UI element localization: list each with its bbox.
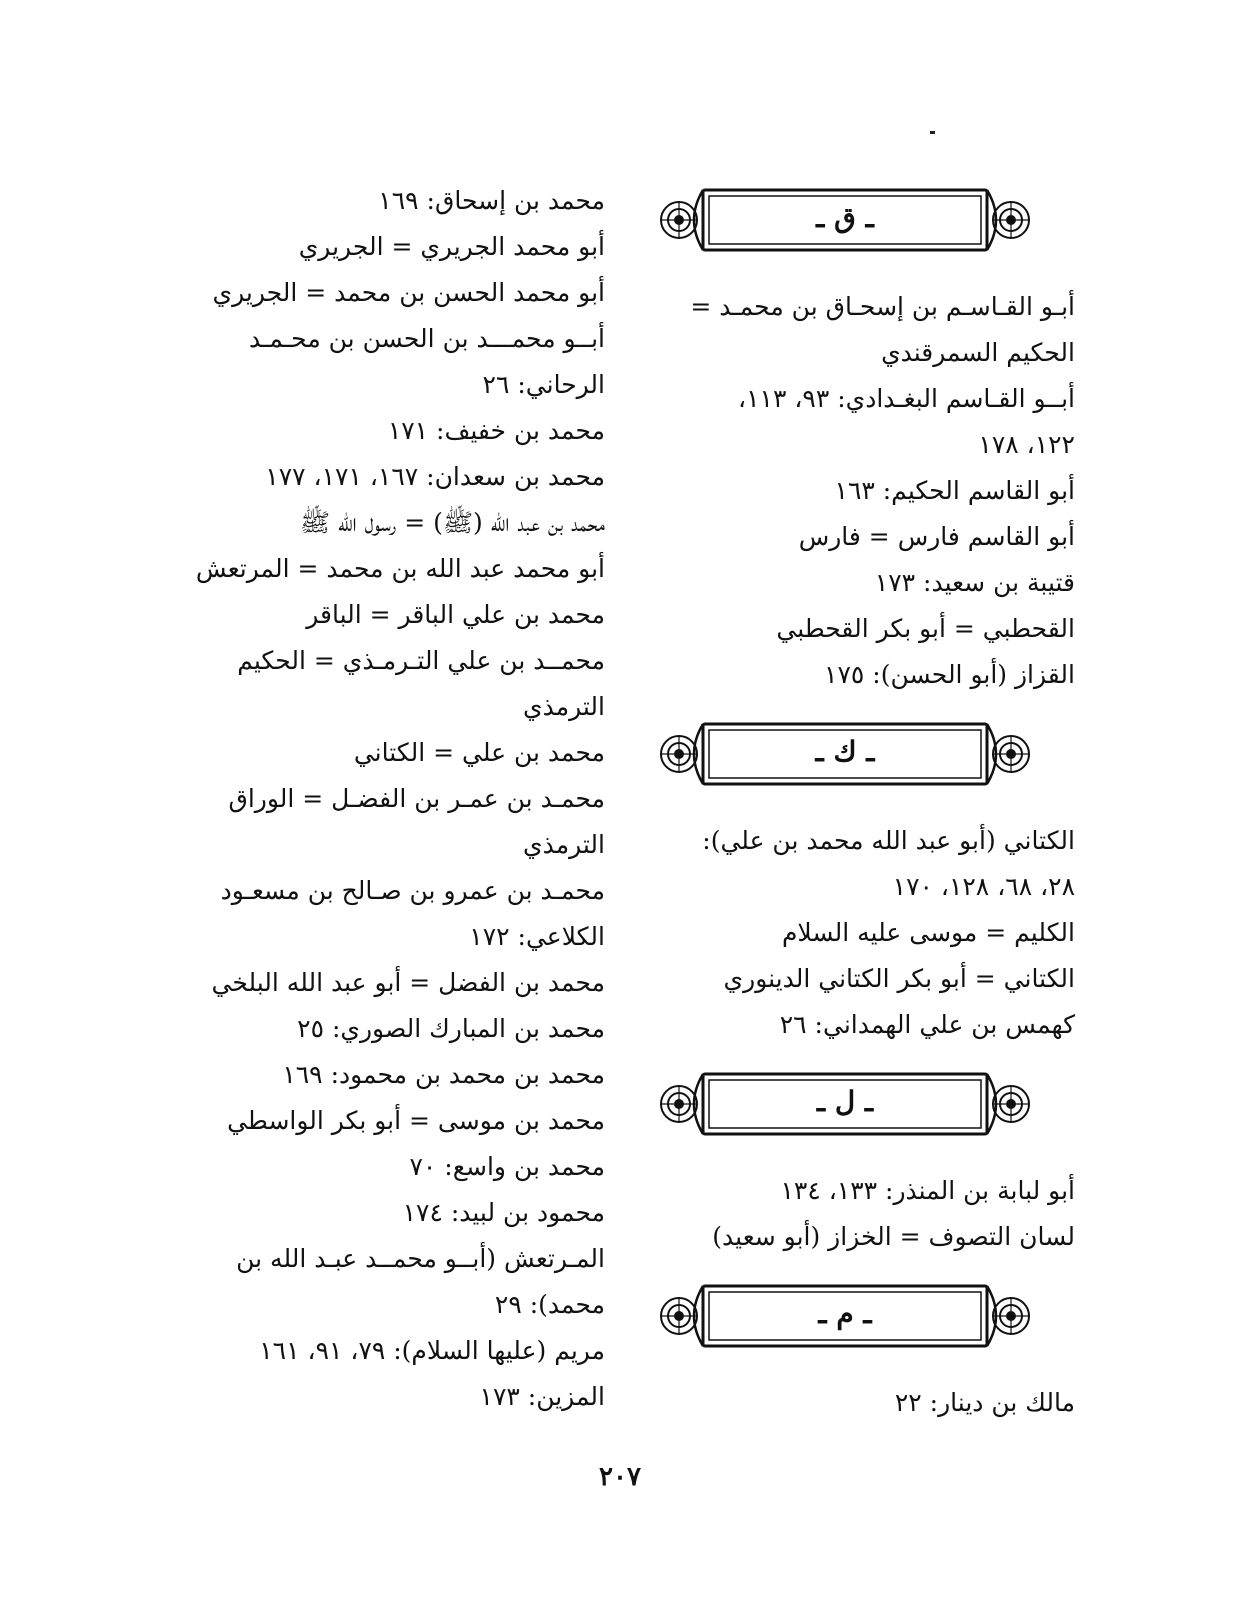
index-entry <box>165 546 605 592</box>
index-entry <box>165 1236 605 1328</box>
index-entry-line: أبو القاسم الحكيم: ١٦٣ <box>834 476 1075 505</box>
index-entry-line: القزاز (أبو الحسن): ١٧٥ <box>824 660 1075 689</box>
index-entry <box>645 1002 1075 1048</box>
index-entry <box>165 1374 605 1420</box>
index-entry <box>165 316 605 408</box>
section-letter: ـ ك ـ <box>815 735 875 768</box>
index-entry <box>645 652 1075 698</box>
index-entry-continuation: ٢٨، ٦٨، ١٢٨، ١٧٠ <box>892 872 1075 901</box>
index-entry-line: لسان التصوف = الخزاز (أبو سعيد) <box>712 1222 1075 1251</box>
index-entry <box>165 1190 605 1236</box>
index-entry-line: أبو محمد الحسن بن محمد = الجريري <box>212 278 605 307</box>
index-entry-line: مالك بن دينار: ٢٢ <box>894 1388 1075 1417</box>
index-entry <box>165 1052 605 1098</box>
print-speck <box>930 131 935 134</box>
index-entry-continuation: الرحاني: ٢٦ <box>482 370 605 399</box>
section-header-banner <box>655 1070 1035 1138</box>
index-column-left <box>165 178 605 1420</box>
index-entry-line: محمد بن عبد الله (ﷺ) = رسول الله ﷺ <box>299 508 605 537</box>
index-entry-line: محمد بن واسع: ٧٠ <box>409 1152 605 1181</box>
index-entry <box>165 270 605 316</box>
index-entry-line: المزين: ١٧٣ <box>479 1382 605 1411</box>
index-entry-line: محمد بن الفضل = أبو عبد الله البلخي <box>211 968 605 997</box>
page-number: ٢٠٧ <box>599 1462 641 1492</box>
index-entry <box>165 1328 605 1374</box>
index-entry <box>165 1144 605 1190</box>
index-entry <box>645 284 1075 376</box>
index-entry-line: مريم (عليها السلام): ٧٩، ٩١، ١٦١ <box>259 1336 605 1365</box>
index-entry <box>165 592 605 638</box>
section-header-banner <box>655 1282 1035 1350</box>
index-entry-line: محمد بن المبارك الصوري: ٢٥ <box>297 1014 605 1043</box>
index-entry <box>165 638 605 730</box>
index-entry-line: أبــو محمـــد بن الحسن بن محـمـد <box>248 324 605 353</box>
index-entry <box>645 956 1075 1002</box>
index-entry-line: محمد بن خفيف: ١٧١ <box>387 416 605 445</box>
index-entry-line: أبو لبابة بن المنذر: ١٣٣، ١٣٤ <box>780 1176 1075 1205</box>
index-entry <box>645 606 1075 652</box>
index-entry-continuation: محمد): ٢٩ <box>494 1290 605 1319</box>
index-entry <box>165 960 605 1006</box>
index-entry-line: محمد بن موسى = أبو بكر الواسطي <box>227 1106 605 1135</box>
index-entry <box>165 776 605 868</box>
index-entry-continuation: الكلاعي: ١٧٢ <box>469 922 605 951</box>
index-entry-continuation: الترمذي <box>523 692 605 721</box>
index-entry-line: محمد بن علي = الكتاني <box>353 738 605 767</box>
index-entry <box>645 1214 1075 1260</box>
index-entry-line: أبـو القـاسـم بن إسحـاق بن محمـد = <box>690 292 1075 321</box>
index-entry-continuation: ١٢٢، ١٧٨ <box>978 430 1075 459</box>
index-entry-continuation: الحكيم السمرقندي <box>881 338 1075 367</box>
index-entry-line: محمـد بن عمـر بن الفضـل = الوراق <box>228 784 605 813</box>
section-letter: ـ ل ـ <box>816 1085 874 1118</box>
index-entry-line: الكليم = موسى عليه السلام <box>781 918 1075 947</box>
index-entry-line: الكتاني = أبو بكر الكتاني الدينوري <box>723 964 1075 993</box>
index-entry-line: القحطبي = أبو بكر القحطبي <box>776 614 1075 643</box>
section-letter: ـ ق ـ <box>816 201 874 234</box>
index-entry-line: محمد بن إسحاق: ١٦٩ <box>378 186 605 215</box>
index-entry-line: الكتاني (أبو عبد الله محمد بن علي): <box>702 826 1075 855</box>
index-column-right <box>645 178 1075 1426</box>
index-entry-line: قتيبة بن سعيد: ١٧٣ <box>874 568 1075 597</box>
index-entry <box>165 1006 605 1052</box>
section-header-banner <box>655 720 1035 788</box>
index-entry-line: أبو القاسم فارس = فارس <box>798 522 1075 551</box>
index-entry <box>165 868 605 960</box>
index-entry-line: محمــد بن علي التـرمـذي = الحكيم <box>237 646 605 675</box>
index-entry-line: محمد بن سعدان: ١٦٧، ١٧١، ١٧٧ <box>265 462 605 491</box>
index-entry <box>645 560 1075 606</box>
index-entry <box>165 178 605 224</box>
index-entry <box>165 500 605 546</box>
index-entry <box>165 224 605 270</box>
section-header-banner <box>655 186 1035 254</box>
index-entry-line: كهمس بن علي الهمداني: ٢٦ <box>779 1010 1075 1039</box>
index-entry <box>645 1380 1075 1426</box>
index-entry-line: محمود بن لبيد: ١٧٤ <box>402 1198 605 1227</box>
section-letter: ـ م ـ <box>818 1297 872 1330</box>
index-entry-line: محمد بن محمد بن محمود: ١٦٩ <box>282 1060 605 1089</box>
index-entry-line: أبو محمد عبد الله بن محمد = المرتعش <box>195 554 605 583</box>
index-entry <box>645 376 1075 468</box>
index-entry <box>645 818 1075 910</box>
index-entry <box>645 468 1075 514</box>
index-entry-line: المـرتعش (أبــو محمــد عبـد الله بن <box>236 1244 605 1273</box>
index-entry <box>645 514 1075 560</box>
index-entry-line: محمـد بن عمرو بن صـالح بن مسعـود <box>220 876 605 905</box>
index-entry-continuation: الترمذي <box>523 830 605 859</box>
index-entry <box>165 408 605 454</box>
index-entry <box>165 1098 605 1144</box>
index-entry-line: محمد بن علي الباقر = الباقر <box>306 600 605 629</box>
index-entry <box>165 454 605 500</box>
index-entry <box>165 730 605 776</box>
index-entry <box>645 1168 1075 1214</box>
index-entry-line: أبو محمد الجريري = الجريري <box>298 232 605 261</box>
index-entry <box>645 910 1075 956</box>
index-entry-line: أبــو القـاسم البغـدادي: ٩٣، ١١٣، <box>738 384 1075 413</box>
